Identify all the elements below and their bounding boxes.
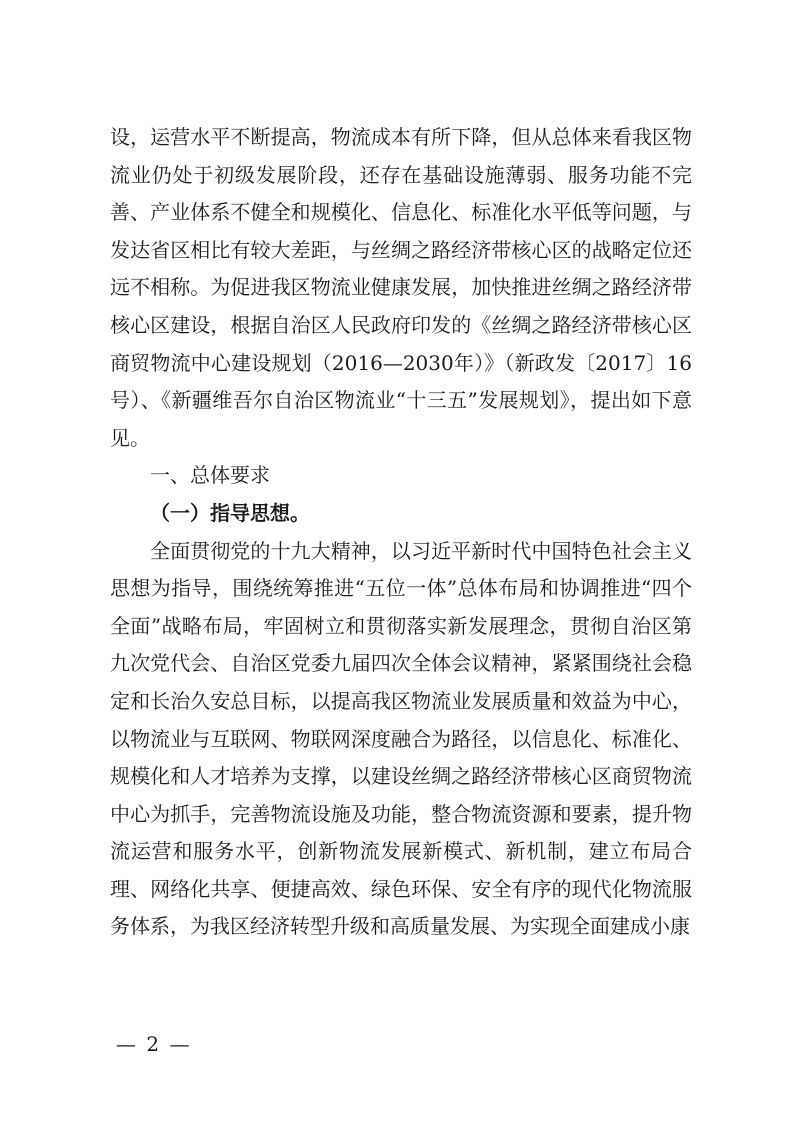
subsection-heading: （一）指导思想。 [150, 500, 310, 525]
document-body [110, 119, 692, 946]
section-heading: 一、总体要求 [150, 463, 270, 488]
continuation-paragraph: 设，运营水平不断提高，物流成本有所下降，但从总体来看我区物流业仍处于初级发展阶段，还存在基础设施薄弱、服务功能不完善、产业体系不健全和规模化、信息化、标准化水平低等问题，与发达省区相比有较大差距，与丝绸之路经济带核心区的战略定位还远不相称。为促进我区物流业健康发展，加快推进丝绸之路经济带核心区建设，根据自治区人民政府印发的《丝绸之路经济带核心区商贸物流中心建设规划（2016—2030年）》（新政发〔2017〕16号）、《新疆维吾尔自治区物流业“十三五”发展规划》，提出如下意见。 [110, 125, 692, 450]
guiding-ideology-paragraph: 全面贯彻党的十九大精神，以习近平新时代中国特色社会主义思想为指导，围绕统筹推进“五位一体”总体布局和协调推进“四个全面”战略布局，牢固树立和贯彻落实新发展理念，贯彻自治区第九次党代会、自治区党委九届四次全体会议精神，紧紧围绕社会稳定和长治久安总目标，以提高我区物流业发展质量和效益为中心，以物流业与互联网、物联网深度融合为路径，以信息化、标准化、规模化和人才培养为支撑，以建设丝绸之路经济带核心区商贸物流中心为抓手，完善物流设施及功能，整合物流资源和要素，提升物流运营和服务水平，创新物流发展新模式、新机制，建立布局合理、网络化共享、便捷高效、绿色环保、安全有序的现代化物流服务体系，为我区经济转型升级和高质量发展、为实现全面建成小康 [110, 538, 692, 939]
page-number: — 2 — [116, 1032, 192, 1056]
